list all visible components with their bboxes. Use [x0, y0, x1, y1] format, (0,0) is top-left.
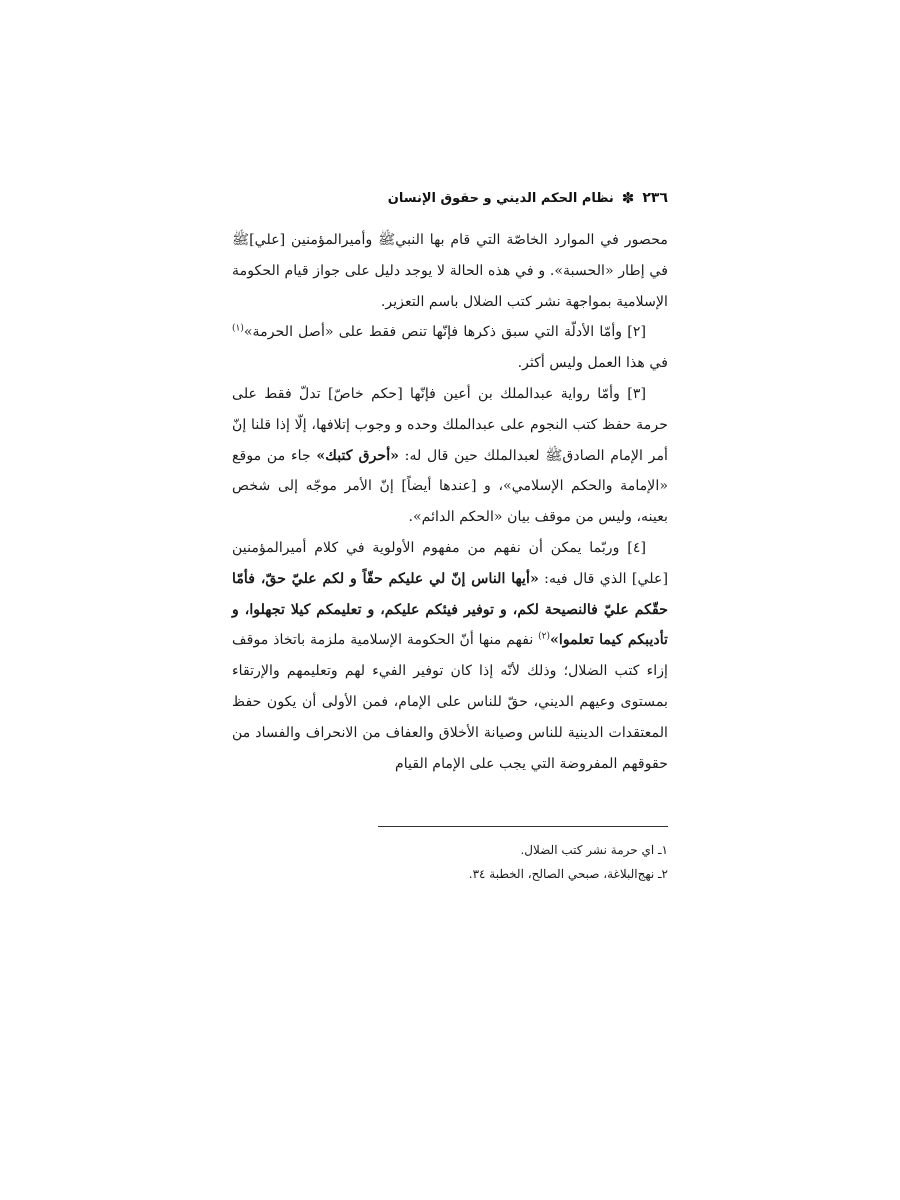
text-run: [٣] وأمّا رواية عبدالملك بن أعين فإنّها [حكم خاصّ] تدلّ فقط على حرمة حفظ كتب النجوم على عبدالملك وحده و وجوب إتلافها، إلّا إذا قلنا إنّ أمر الإمام الصادقﷺ لعبدالملك حين قال له:	[232, 385, 668, 464]
footnote-divider	[378, 826, 668, 827]
footnote-1: ١ـ اي حرمة نشر كتب الضلال.	[520, 843, 668, 857]
footnote-ref: (١)	[232, 323, 244, 334]
running-header	[232, 186, 668, 210]
footnote-2: ٢ـ نهج‌البلاغة، صبحي الصالح، الخطبة ٣٤.	[468, 867, 668, 881]
footnotes	[232, 838, 668, 886]
text-run: نفهم منها أنّ الحكومة الإسلامية ملزمة باتخاذ موقف إزاء كتب الضلال؛ وذلك لأنّه إذا كان توفير الفيء لهم وتعليمهم والإرتقاء بمستوى وعيهم الديني، حقّ للناس على الإمام، فمن الأولى أن يكون حفظ المعتقدات الدينية للناس وصيانة الأخلاق والعفاف من الانحراف والفساد من حقوقهم المفروضة التي يجب على الإمام القيام	[232, 632, 668, 772]
ornament-icon: ✽	[621, 188, 635, 207]
paragraph-3	[232, 379, 668, 533]
paragraph-4	[232, 533, 668, 779]
page-number: ٢٣٦	[642, 190, 668, 206]
text-run: في هذا العمل وليس أكثر.	[517, 355, 668, 372]
text-run: [٤] وربّما يمكن أن نفهم من مفهوم الأولوية في كلام أميرالمؤمنين [علي] الذي قال فيه:	[232, 539, 668, 587]
quoted-text: «أحرق كتبك»	[316, 447, 400, 464]
text-run: محصور في الموارد الخاصّة التي قام بها النبيﷺ وأميرالمؤمنين [علي]ﷺ في إطار «الحسبة». و في هذه الحالة لا يوجد دليل على جواز قيام الحكومة الإسلامية بمواجهة نشر كتب الضلال باسم التعزير.	[232, 232, 668, 310]
paragraph-1	[232, 225, 668, 317]
footnote-ref: (٢)	[538, 631, 551, 642]
text-run: [٢] وأمّا الأدلّة التي سبق ذكرها فإنّها تنص فقط على «أصل الحرمة»	[243, 324, 646, 341]
text-run: جاء من موقع «الإمامة والحكم الإسلامي»، و [عندها أيضاً] إنّ الأمر موجّه إلى شخص بعينه، وليس من موقف بيان «الحكم الدائم».	[232, 447, 668, 526]
body-text	[232, 225, 668, 779]
paragraph-2	[232, 317, 668, 379]
running-title: نظام الحكم الديني و حقوق الإنسان	[387, 190, 614, 206]
quoted-text: «أيها الناس إنّ لي عليكم حقّاً و لكم عليّ حقّ، فأمّا حقّكم عليّ فالنصيحة لكم، و توفير فيئكم عليكم، و تعليمكم كيلا تجهلوا، و تأديبكم كيما تعلموا»	[232, 570, 668, 649]
